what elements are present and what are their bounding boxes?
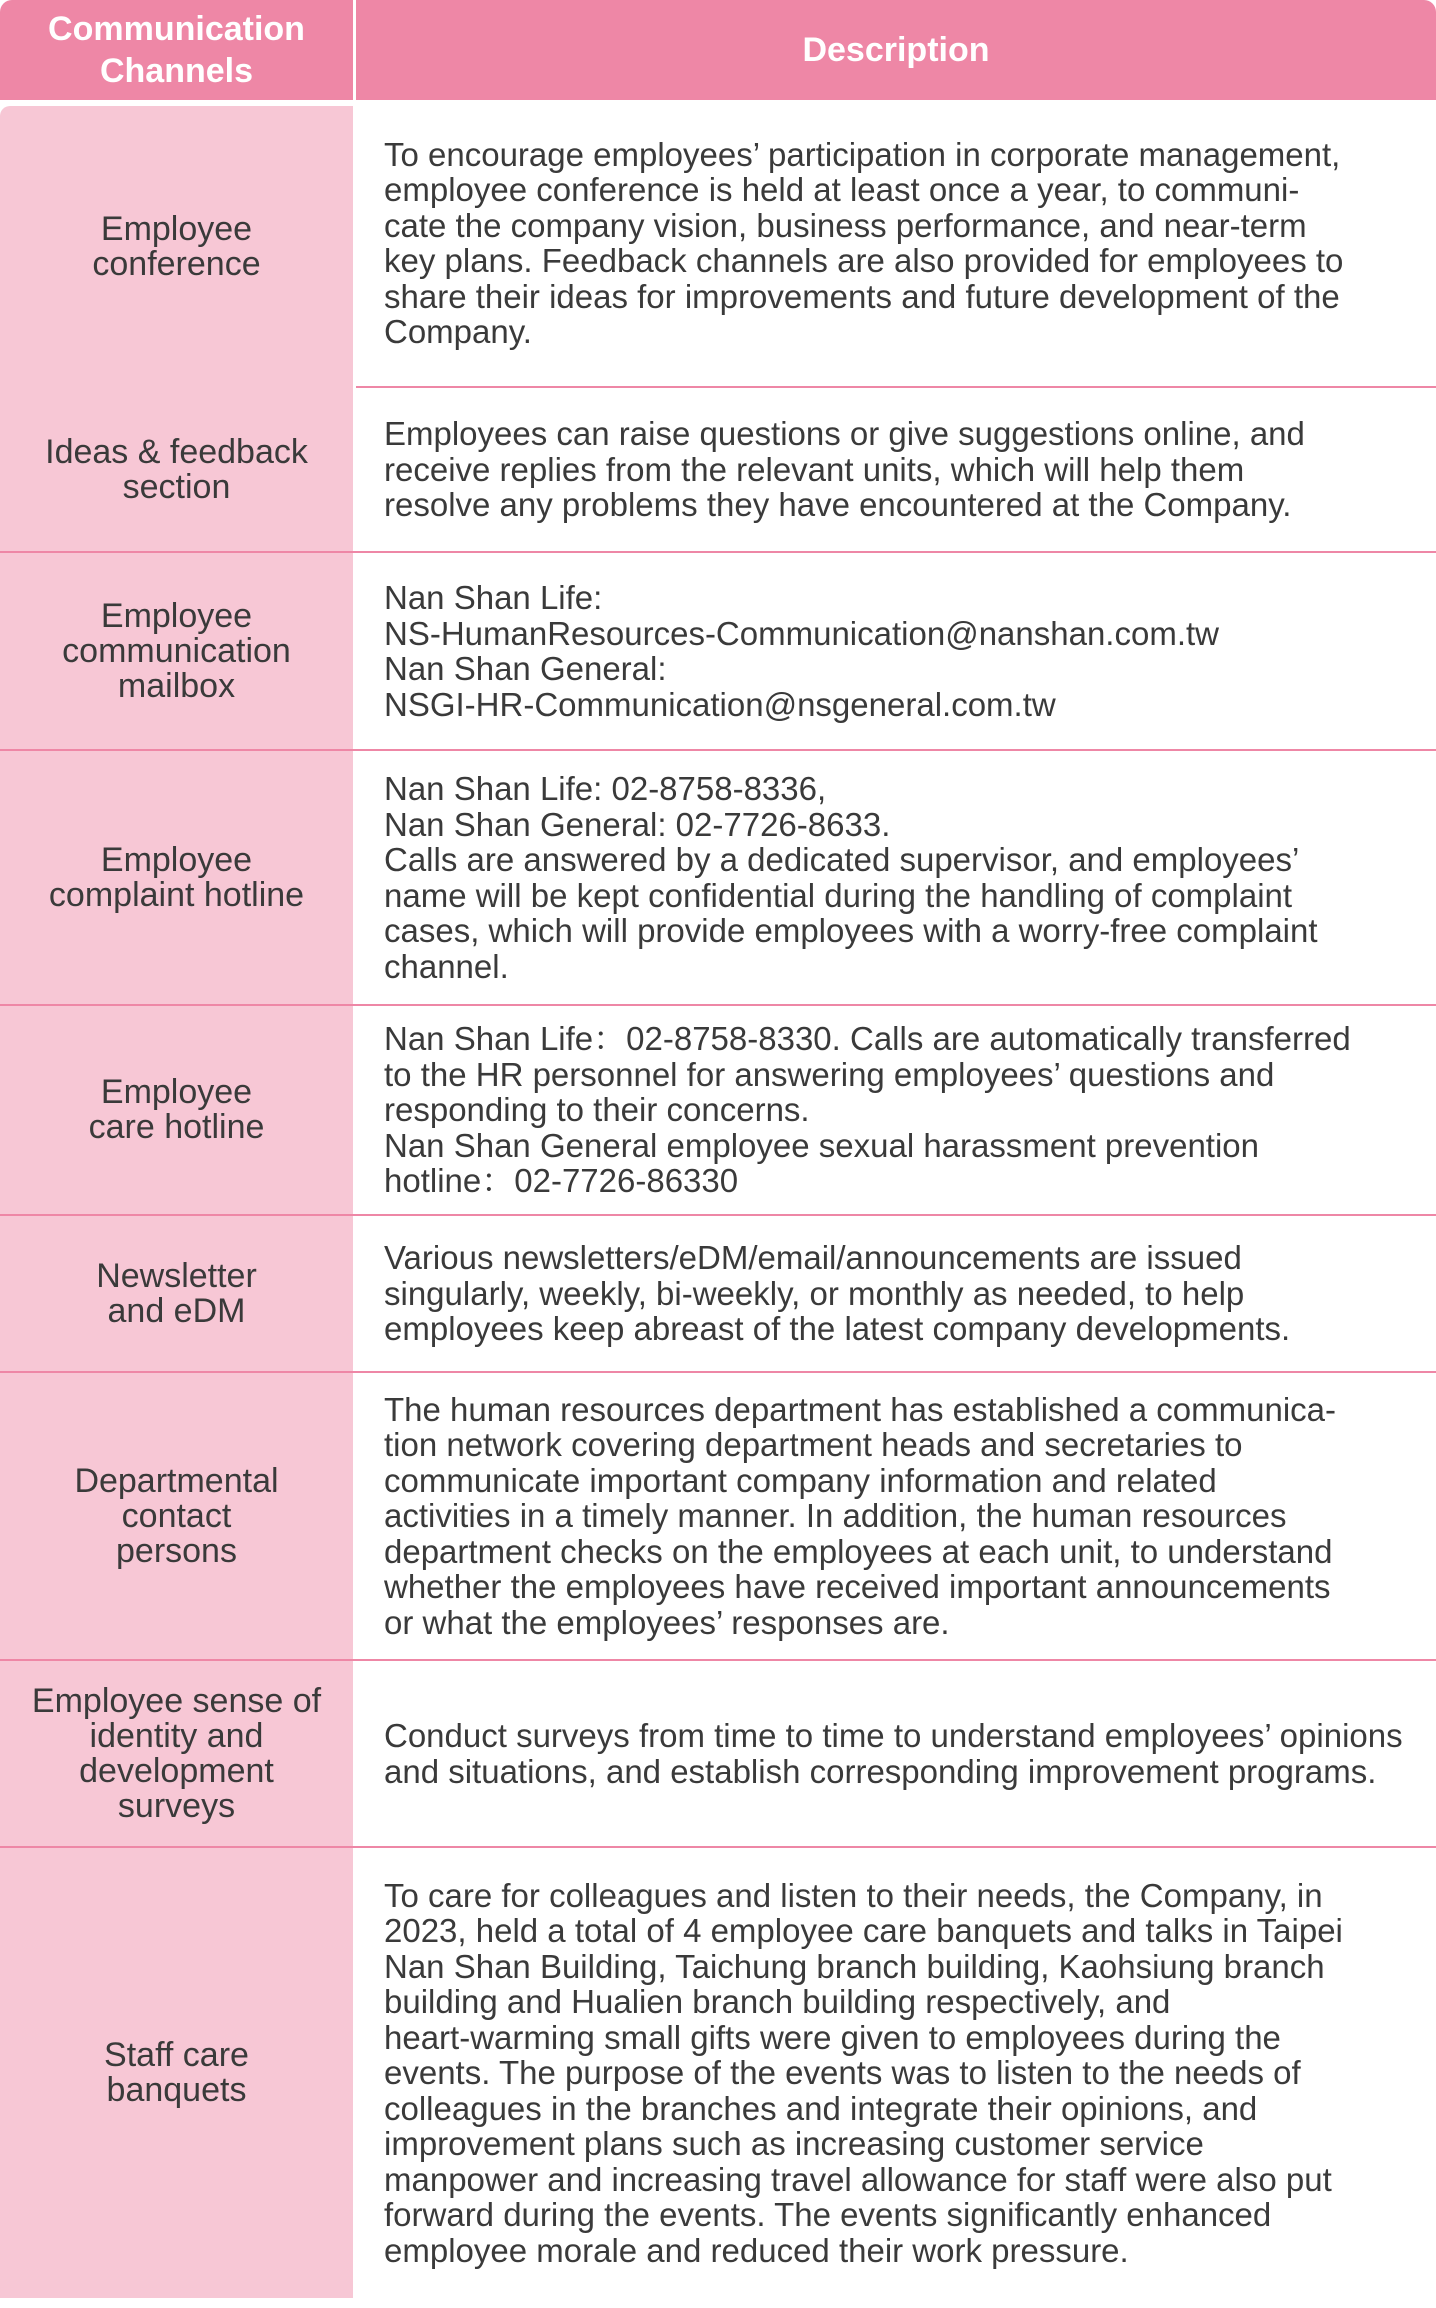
table-row-staff-care-banquets [0, 1848, 1436, 2298]
channel-cell: Newsletter and eDM [0, 1216, 356, 1371]
channel-cell: Departmental contact persons [0, 1373, 356, 1659]
description-cell: The human resources department has established a communica- tion network covering department heads and secretaries to communicate important company information and related activities in a timely manner. In addition, the human resources department checks on the employees at each unit, to understand whether the employees have received important announcements or what the employees’ responses are. [384, 1390, 1336, 1641]
table-row-complaint-hotline [0, 751, 1436, 1006]
table-header [0, 0, 1436, 100]
description-cell: Various newsletters/eDM/email/announcements are issued singularly, weekly, bi-weekly, or monthly as needed, to help employees keep abreast of the latest company developments. [384, 1239, 1291, 1348]
channel-cell: Employee care hotline [0, 1006, 356, 1214]
table-row-care-hotline [0, 1006, 1436, 1216]
description-cell: Nan Shan Life: NS-HumanResources-Communication@nanshan.com.tw Nan Shan General: NSGI-HR-Communication@nsgeneral.com.tw [384, 579, 1219, 723]
channel-cell: Employee conference [0, 106, 356, 388]
channel-cell: Employee communication mailbox [0, 553, 356, 749]
table-row-newsletter-edm [0, 1216, 1436, 1373]
header-description [356, 0, 1436, 100]
channel-cell: Ideas & feedback section [0, 388, 356, 551]
header-communication-channels [0, 0, 356, 100]
table-row-communication-mailbox [0, 553, 1436, 751]
description-cell: To encourage employees’ participation in corporate management, employee conference is held at least once a year, to communi- cate the company vision, business performance, and near-term key plans. Feedback channels are also provided for employees to share their ideas for improvements and future development of the Company. [384, 135, 1344, 350]
description-cell: Conduct surveys from time to time to understand employees’ opinions and situations, and establish corresponding improvement programs. [384, 1717, 1403, 1790]
description-cell: Employees can raise questions or give suggestions online, and receive replies from the relevant units, which will help them resolve any problems they have encountered at the Company. [384, 415, 1305, 524]
header-description-label: Description [802, 31, 990, 69]
description-cell: Nan Shan Life: 02-8758-8336, Nan Shan General: 02-7726-8633. Calls are answered by a dedicated supervisor, and employees’ name will be kept confidential during the handling of complaint cases, which will provide employees with a worry-free complaint channel. [384, 770, 1318, 985]
table-row-identity-surveys [0, 1661, 1436, 1848]
table-row-ideas-feedback [0, 388, 1436, 553]
channel-cell: Employee complaint hotline [0, 751, 356, 1004]
channel-cell: Employee sense of identity and development surveys [0, 1661, 356, 1846]
description-cell: Nan Shan Life：02-8758-8330. Calls are automatically transferred to the HR personnel for answering employees’ questions and responding to their concerns. Nan Shan General employee sexual harassment prevention hotline：02-7726-86330 [384, 1020, 1351, 1200]
description-cell: To care for colleagues and listen to their needs, the Company, in 2023, held a total of 4 employee care banquets and talks in Taipei Nan Shan Building, Taichung branch building, Kaohsiung branch building and Hualien branch building respectively, and heart-warming small gifts were given to employees during the events. The purpose of the events was to listen to the needs of colleagues in the branches and integrate their opinions, and improvement plans such as increasing customer service manpower and increasing travel allowance for staff were also put forward during the events. The events significantly enhanced employee morale and reduced their work pressure. [384, 1876, 1343, 2269]
table-row-employee-conference [0, 100, 1436, 388]
header-channel-label: Communication Channels [48, 10, 305, 90]
channel-cell: Staff care banquets [0, 1848, 356, 2298]
table-row-departmental-contacts [0, 1373, 1436, 1661]
